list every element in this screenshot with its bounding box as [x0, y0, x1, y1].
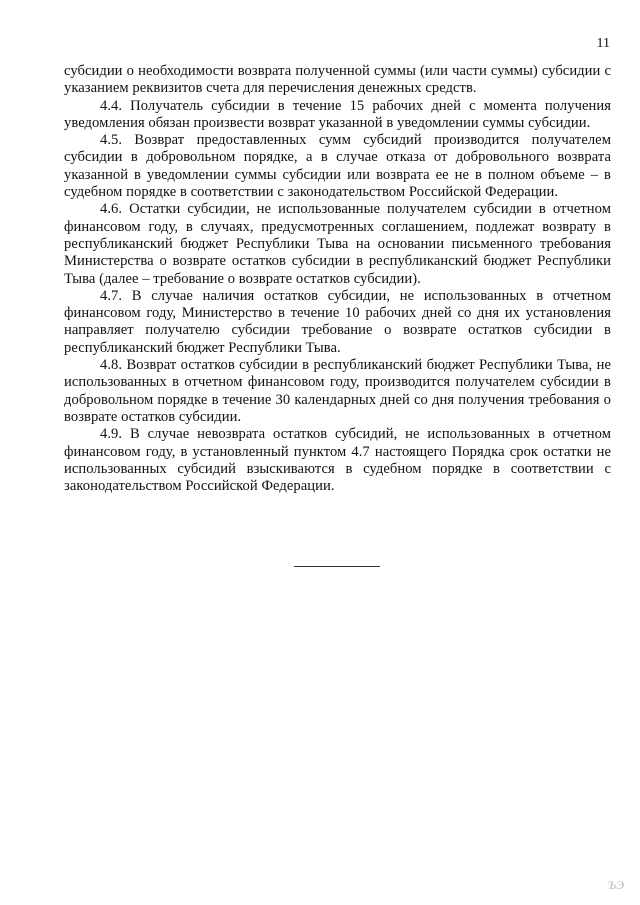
paragraph-4-8: 4.8. Возврат остатков субсидии в республиканский бюджет Республики Тыва, не использованных в отчетном финансовом году, производится получателем субсидии в добровольном порядке в течение 30 календарных дней со дня получения требования о возврате остатков субсидии.: [64, 357, 611, 425]
page-number: 11: [596, 36, 610, 51]
corner-mark: ЪЭ: [608, 878, 624, 892]
document-body: [64, 63, 611, 495]
end-divider: [294, 566, 380, 567]
paragraph-4-5: 4.5. Возврат предоставленных сумм субсидий производится получателем субсидии в добровольном порядке, а в случае отказа от добровольного возврата указанной в уведомлении суммы субсидии или возврата ее не в полном объеме – в судебном порядке в соответствии с законодательством Российской Федерации.: [64, 132, 611, 201]
paragraph-4-9: 4.9. В случае невозврата остатков субсидий, не использованных в отчетном финансовом году, в установленный пунктом 4.7 настоящего Порядка срок остатки не использованных субсидий взыскиваются в судебном порядке в соответствии с законодательством Российской Федерации.: [64, 426, 611, 495]
paragraph-4-6: 4.6. Остатки субсидии, не использованные получателем субсидии в отчетном финансовом году, в случаях, предусмотренных соглашением, подлежат возврату в республиканский бюджет Республики Тыва на основании письменного требования Министерства о возврате остатков субсидии в республиканский бюджет Республики Тыва (далее – требование о возврате остатков субсидии).: [64, 201, 611, 287]
paragraph-4-7: 4.7. В случае наличия остатков субсидии, не использованных в отчетном финансовом году, Министерство в течение 10 рабочих дней со дня их установления направляет получателю субсидии требование о возврате остатков субсидии в республиканский бюджет Республики Тыва.: [64, 287, 611, 356]
paragraph-4-4: 4.4. Получатель субсидии в течение 15 рабочих дней с момента получения уведомления обязан произвести возврат указанной в уведомлении суммы субсидии.: [64, 97, 611, 131]
paragraph-continuation: субсидии о необходимости возврата полученной суммы (или части суммы) субсидии с указанием реквизитов счета для перечисления денежных средств.: [64, 63, 611, 97]
